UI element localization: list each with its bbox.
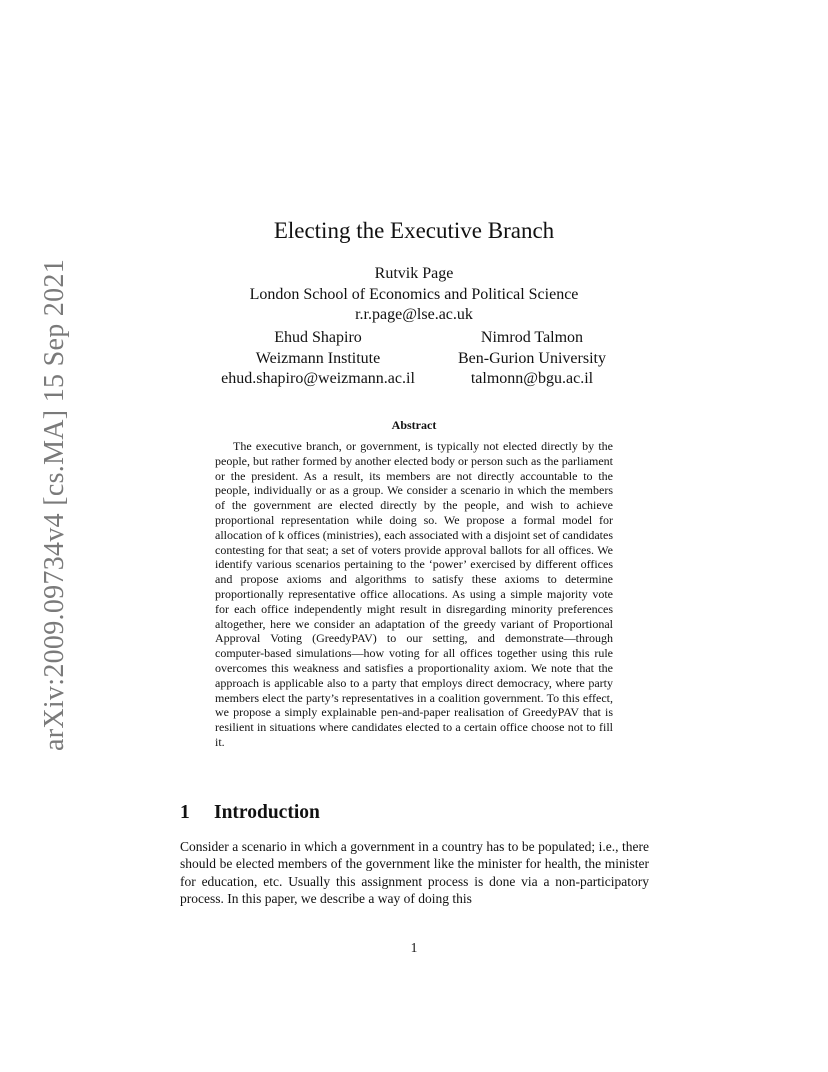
introduction-paragraph: Consider a scenario in which a government in a country has to be populated; i.e., there should be elected members of the government like the minister for health, the minister for education, etc. Usually this assignment process is done via a non-participatory process. In this paper, we describe a way of doing this	[180, 839, 649, 907]
author-email: r.r.page@lse.ac.uk	[355, 306, 473, 323]
author-email: talmonn@bgu.ac.il	[470, 370, 594, 387]
section-heading	[180, 802, 320, 824]
author-name: Rutvik Page	[374, 265, 454, 282]
author-block-shapiro	[200, 328, 436, 390]
abstract-text: The executive branch, or government, is typically not elected directly by the people, but rather formed by another elected body or person such as the parliament or the president. As a result, its members are not directly accountable to the people, individually or as a group. We consider a scenario in which the members of the government are elected directly by the people, and wish to achieve proportional representation while doing so. We propose a formal model for allocation of k offices (ministries), each associated with a disjoint set of candidates contesting for that seat; a set of voters provide approval ballots for all offices. We identify various scenarios pertaining to the ‘power’ exercised by different offices and propose axioms and algorithms to satisfy these axioms to determine proportionally representative office allocations. As using a simple majority vote for each office independently might result in disregarding minority preferences altogether, here we consider an adaptation of the greedy variant of Proportional Approval Voting (GreedyPAV) to our setting, and demonstrate—through computer-based simulations—how voting for all offices together using this rule overcomes this weakness and satisfies a proportionality axiom. We note that the approach is applicable also to a party that employs direct democracy, where party members elect the party’s representatives in a coalition government. To this effect, we propose a simply explainable pen-and-paper realisation of GreedyPAV that is resilient in situations where candidates elected to a certain office choose not to fill it.	[215, 439, 613, 749]
author-affiliation: Ben-Gurion University	[458, 349, 606, 367]
page-number: 1	[410, 940, 418, 955]
author-affiliation: London School of Economics and Political Science	[249, 285, 579, 303]
section-title: Introduction	[214, 802, 320, 823]
section-number: 1	[180, 802, 190, 823]
author-affiliation: Weizmann Institute	[255, 349, 381, 367]
abstract-heading: Abstract	[391, 418, 437, 432]
author-email: ehud.shapiro@weizmann.ac.il	[221, 370, 415, 387]
arxiv-identifier-stamp: arXiv:2009.09734v4 [cs.MA] 15 Sep 2021	[39, 258, 70, 752]
author-block-page	[0, 264, 828, 326]
author-name: Ehud Shapiro	[274, 329, 362, 346]
author-name: Nimrod Talmon	[480, 329, 584, 346]
author-block-talmon	[436, 328, 628, 390]
paper-title: Electing the Executive Branch	[273, 218, 555, 243]
